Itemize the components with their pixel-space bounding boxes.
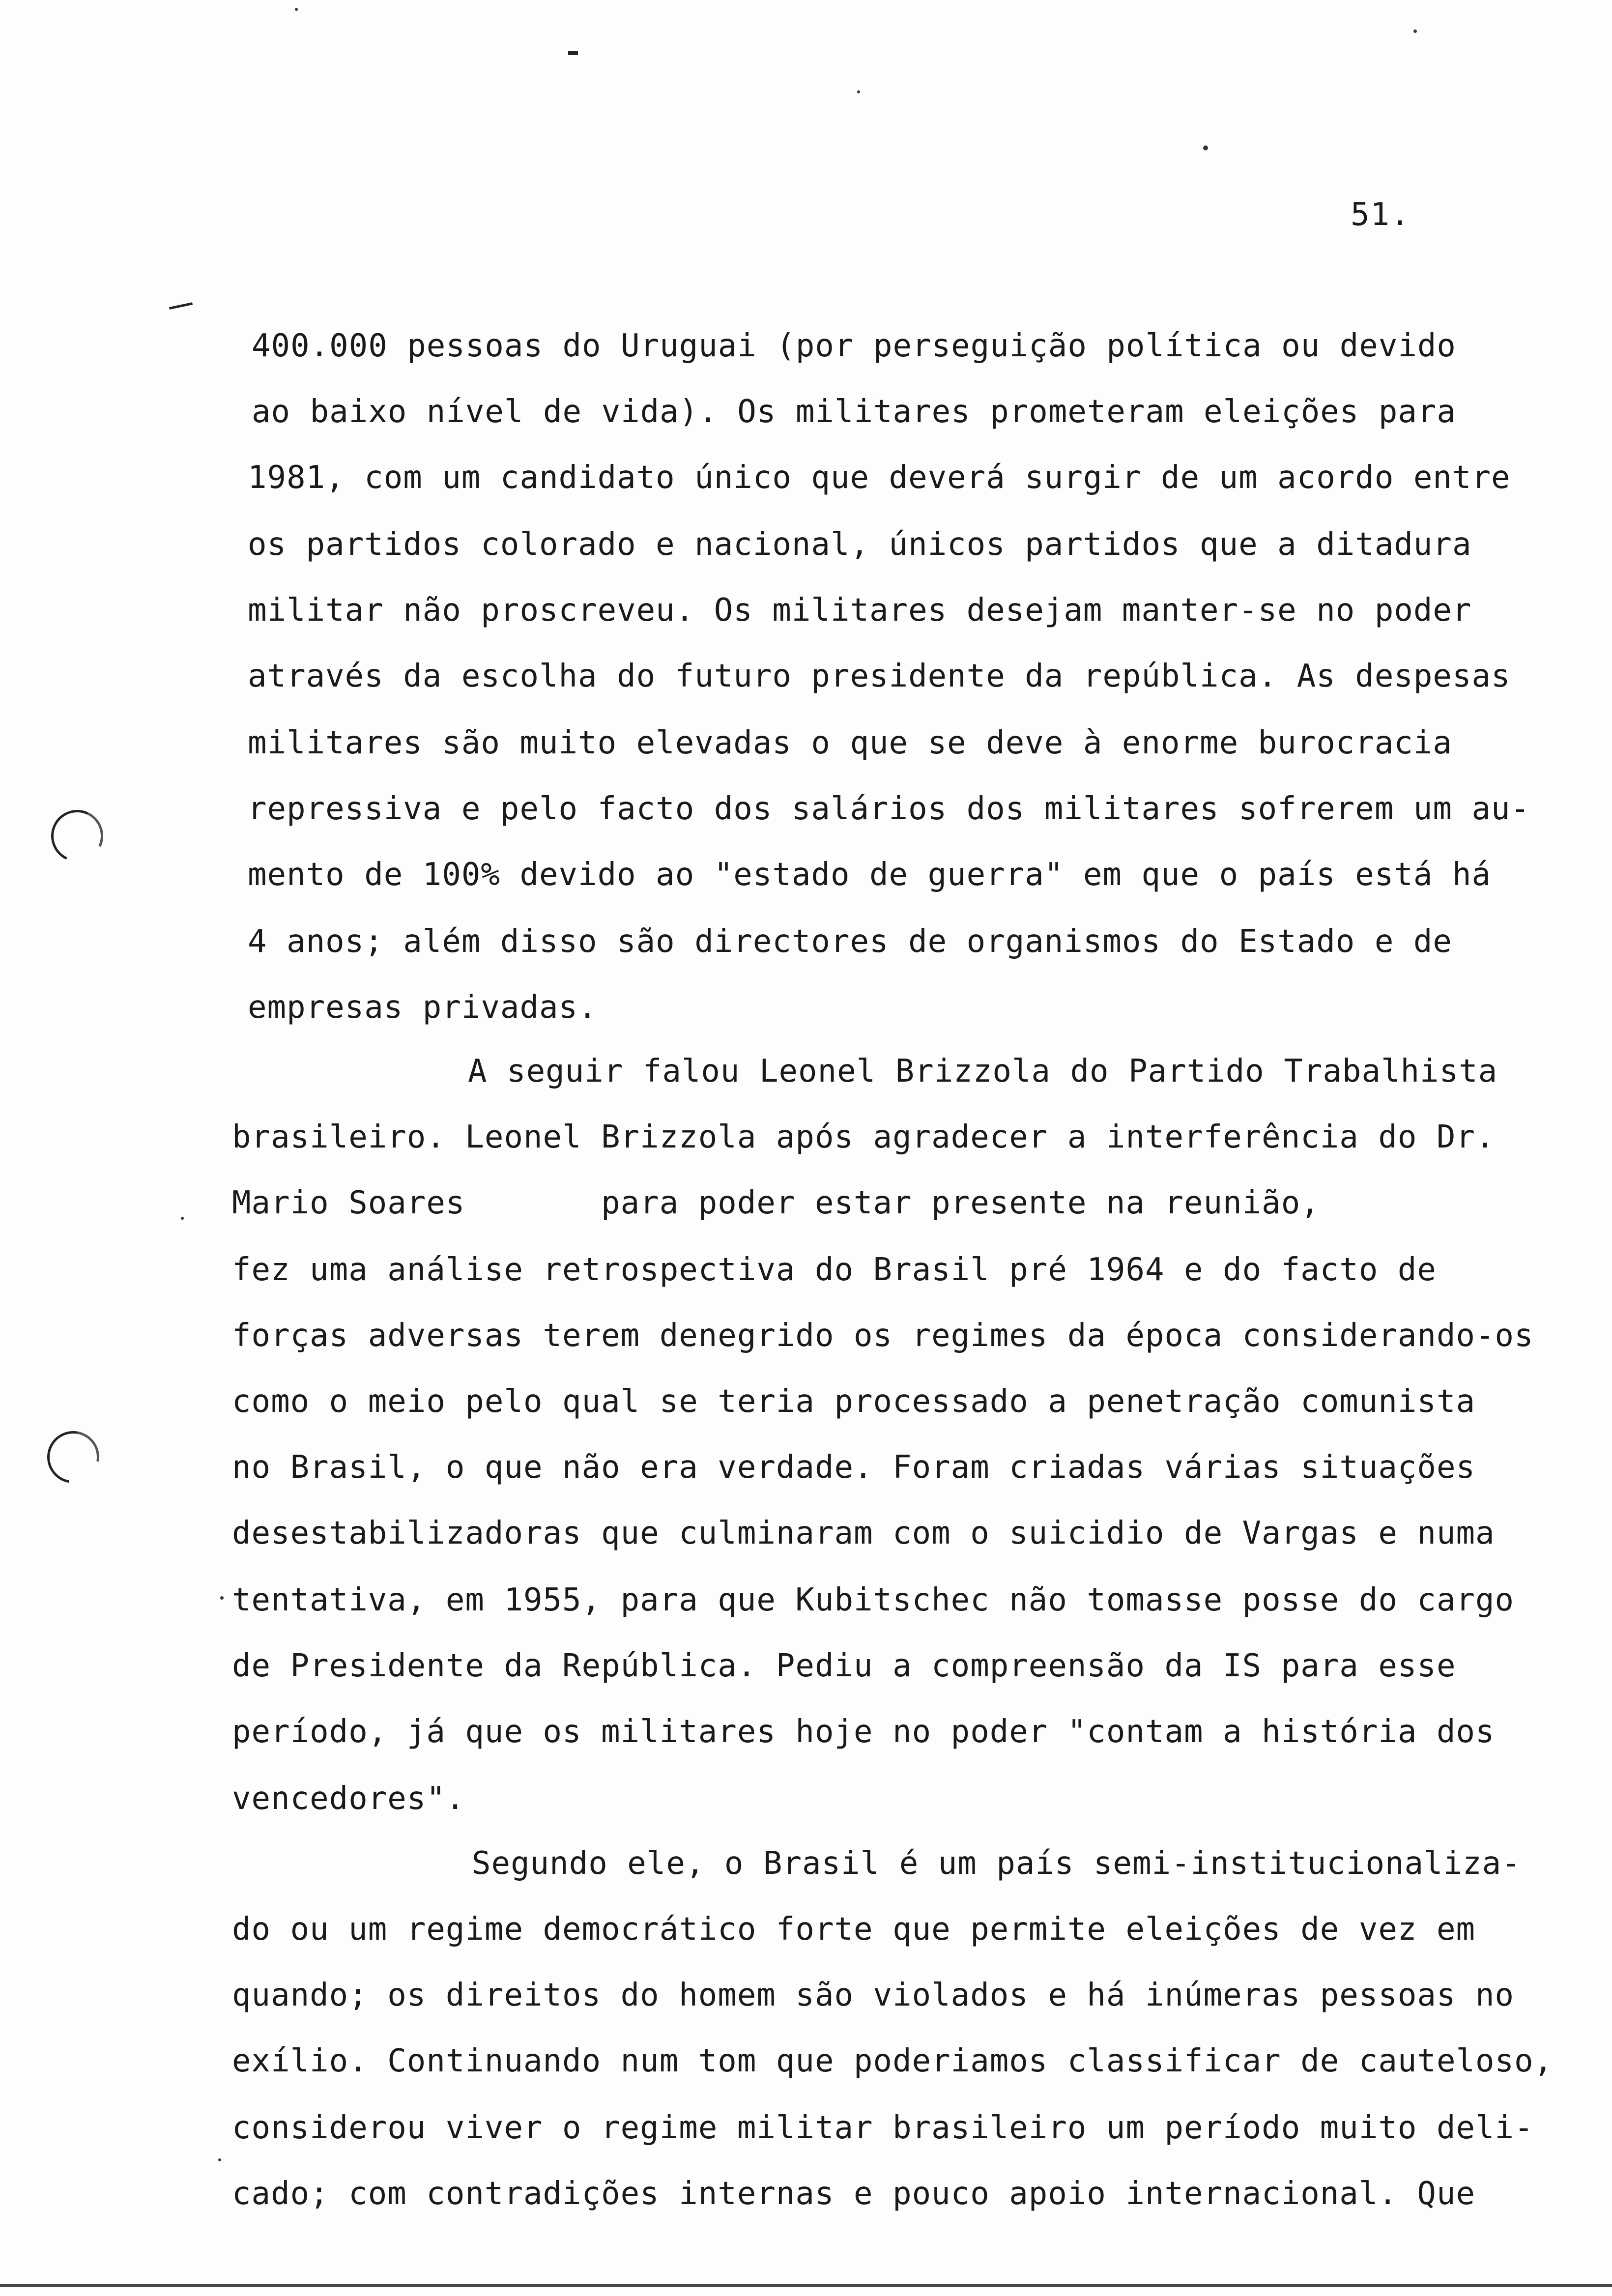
- text-line: no Brasil, o que não era verdade. Foram criadas várias situações: [232, 1449, 1475, 1486]
- text-line: militares são muito elevadas o que se deve à enorme burocracia: [248, 725, 1452, 761]
- text-line: de Presidente da República. Pediu a compreensão da IS para esse: [232, 1648, 1456, 1684]
- text-line: militar não proscreveu. Os militares desejam manter-se no poder: [248, 592, 1472, 629]
- text-line: Segundo ele, o Brasil é um país semi-institucionaliza-: [472, 1845, 1521, 1882]
- page-number: 51.: [1351, 197, 1410, 233]
- text-line: período, já que os militares hoje no poder "contam a história dos: [232, 1714, 1495, 1750]
- bottom-edge-rule: [0, 2284, 1612, 2287]
- text-line: 1981, com um candidato único que deverá surgir de um acordo entre: [248, 459, 1511, 496]
- scan-mark: [568, 51, 578, 55]
- text-line: empresas privadas.: [248, 989, 598, 1026]
- text-line: fez uma análise retrospectiva do Brasil pré 1964 e do facto de: [232, 1252, 1437, 1288]
- text-line: brasileiro. Leonel Brizzola após agradecer a interferência do Dr.: [232, 1119, 1495, 1155]
- scan-speck: [295, 8, 298, 11]
- punch-hole-mark: [37, 1421, 110, 1493]
- text-line: quando; os direitos do homem são violados e há inúmeras pessoas no: [232, 1977, 1515, 2013]
- text-line: exílio. Continuando num tom que poderiamos classificar de cauteloso,: [232, 2043, 1554, 2079]
- text-line: A seguir falou Leonel Brizzola do Partido Trabalhista: [468, 1053, 1498, 1090]
- text-line: 400.000 pessoas do Uruguai (por perseguição política ou devido: [252, 328, 1456, 364]
- scan-speck: [857, 90, 860, 93]
- scan-speck: [1203, 145, 1208, 150]
- text-line: desestabilizadoras que culminaram com o suicidio de Vargas e numa: [232, 1515, 1495, 1551]
- scan-speck: [1413, 29, 1417, 33]
- text-line: considerou viver o regime militar brasileiro um período muito deli-: [232, 2110, 1534, 2146]
- text-line: 4 anos; além disso são directores de organismos do Estado e de: [248, 923, 1452, 960]
- text-line: forças adversas terem denegrido os regimes da época considerando-os: [232, 1318, 1534, 1354]
- text-line: ao baixo nível de vida). Os militares prometeram eleições para: [252, 394, 1456, 430]
- text-line: cado; com contradições internas e pouco apoio internacional. Que: [232, 2176, 1475, 2212]
- text-line: Mario Soares para poder estar presente na reunião,: [232, 1185, 1320, 1221]
- scan-speck: [220, 1596, 224, 1600]
- punch-hole-mark: [44, 803, 111, 869]
- scan-speck: [181, 1217, 184, 1220]
- text-line: os partidos colorado e nacional, únicos partidos que a ditadura: [248, 526, 1472, 563]
- text-line: através da escolha do futuro presidente da república. As despesas: [248, 658, 1511, 694]
- text-line: como o meio pelo qual se teria processado a penetração comunista: [232, 1383, 1475, 1420]
- text-line: mento de 100% devido ao "estado de guerra" em que o país está há: [248, 857, 1491, 893]
- scan-mark: [169, 302, 193, 310]
- scan-speck: [218, 2158, 221, 2161]
- text-line: repressiva e pelo facto dos salários dos militares sofrerem um au-: [248, 791, 1530, 827]
- text-line: vencedores".: [232, 1780, 465, 1817]
- text-line: do ou um regime democrático forte que permite eleições de vez em: [232, 1911, 1475, 1948]
- text-line: tentativa, em 1955, para que Kubitschec não tomasse posse do cargo: [232, 1582, 1515, 1618]
